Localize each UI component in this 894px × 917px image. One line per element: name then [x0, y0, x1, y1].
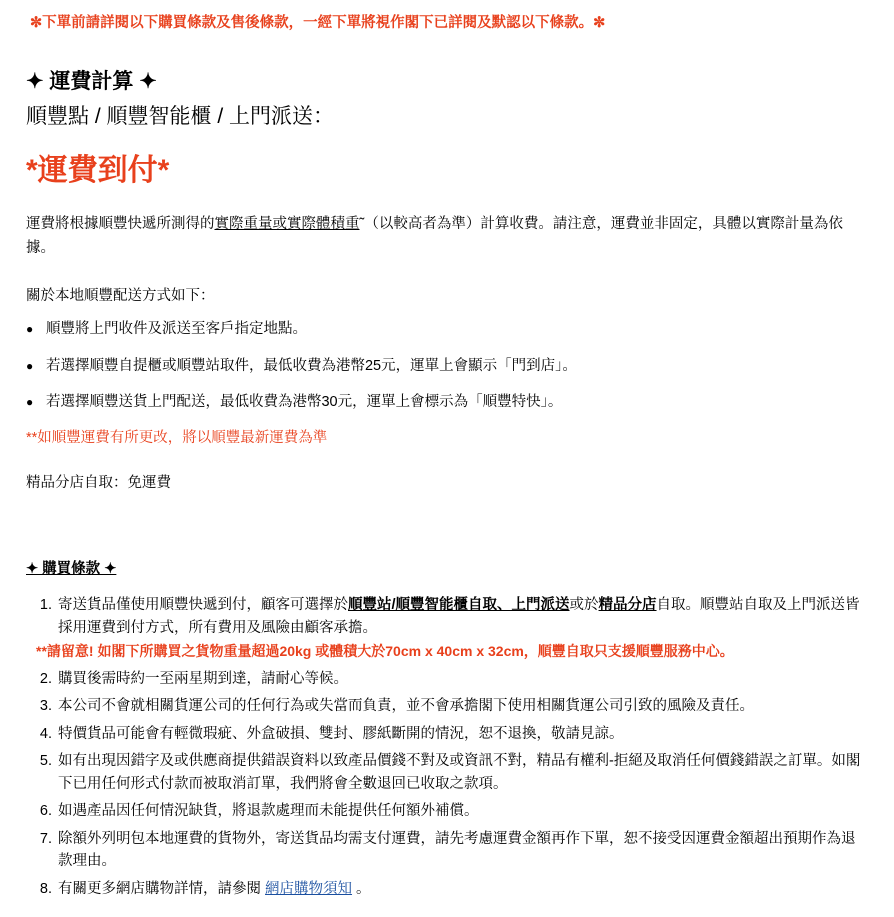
spacer [26, 267, 868, 279]
purchase-terms-heading: ✦ 購買條款 ✦ [26, 561, 117, 578]
store-pickup-line: 精品分店自取：免運費 [26, 475, 171, 492]
term-text-1c: 自取。順豐站自取及上門派送皆採用運費到付方式，所有費用及風險由顧客承擔。 [58, 597, 860, 636]
local-delivery-intro: 關於本地順豐配送方式如下： [26, 288, 215, 305]
spacer [26, 34, 868, 68]
list-item: 7. 除額外列明包本地運費的貨物外，寄送貨品均需支付運費，請先考慮運費金額再作下單，恕不接受因運費金額超出預期作為退款理由。 [56, 828, 868, 873]
list-item: 3. 本公司不會就相關貨運公司的任何行為或失當而負責，並不會承擔閣下使用相關貨運公司引致的風險及責任。 [56, 695, 868, 717]
term-text-1b: 或於 [569, 597, 599, 614]
shipping-fee-text-before: 運費將根據順豐快遞所測得的 [26, 216, 215, 233]
purchase-terms-list [26, 594, 868, 900]
shipping-fee-underlined-text: 實際重量或實際體積重 [214, 216, 360, 233]
list-item: ● 順豐將上門收件及派送至客戶指定地點。 [26, 318, 868, 341]
spacer [26, 131, 868, 153]
shipping-fee-paragraph [26, 213, 868, 261]
shipping-change-note: **如順豐運費有所更改，將以順豐最新運費為準 [26, 429, 328, 446]
list-item [36, 594, 868, 663]
shipping-methods-line: 順豐點 / 順豐智能櫃 / 上門派送： [26, 104, 335, 128]
freight-collect-heading: *運費到付* [26, 154, 170, 188]
term-text-8a: 有關更多網店購物詳情，請參閱 [58, 880, 266, 897]
delivery-bullet-list [26, 318, 868, 414]
list-item: 5. 如有出現因錯字及或供應商提供錯誤資料以致產品價錢不對及或資訊不對，精品有權利-拒絕及取消任何價錢錯誤之訂單。如閣下已用任何形式付款而被取消訂單，我們將會全數退回已收取之款項。 [56, 750, 868, 795]
terms-heading-wrap [26, 557, 868, 588]
list-item: 6. 如遇產品因任何情況缺貨，將退款處理而未能提供任何額外補償。 [56, 800, 868, 822]
shipping-fee-text-after: ˜（以較高者為準）計算收費。請注意，運費並非固定，具體以實際計量為依據。 [26, 216, 843, 257]
term-text-1a: 寄送貨品僅使用順豐快遞到付，顧客可選擇於 [58, 597, 348, 614]
list-item: 2. 購買後需時約一至兩星期到達，請耐心等候。 [56, 668, 868, 690]
list-item: ● 若選擇順豐送貨上門配送，最低收費為港幣30元，運單上會標示為「順豐特快」。 [26, 391, 868, 414]
list-item [56, 878, 868, 900]
shopping-guide-link[interactable]: 網店購物須知 [265, 880, 353, 897]
spacer [26, 195, 868, 213]
term-link-shunfeng-pickup: 順豐站/順豐智能櫃自取、上門派送 [348, 597, 570, 614]
list-item: ● 若選擇順豐自提櫃或順豐站取件，最低收費為港幣25元，運單上會顯示「門到店」。 [26, 355, 868, 378]
term-text-8b: 。 [352, 880, 371, 897]
top-notice: ✼下單前請詳閱以下購買條款及售後條款，一經下單將視作閣下已詳閱及默認以下條款。✼ [30, 15, 606, 31]
term-weight-warning: **請留意! 如閣下所購買之貨物重量超過20kg 或體積大於70cm x 40cm x 32cm，順豐自取只支援順豐服務中心。 [36, 643, 734, 660]
spacer [26, 450, 868, 472]
shipping-calculation-heading: ✦ 運費計算 ✦ [26, 69, 157, 93]
list-item: 4. 特價貨品可能會有輕微瑕疵、外盒破損、雙封、膠紙斷開的情況，恕不退換，敬請見諒。 [56, 723, 868, 745]
term-link-store-pickup: 精品分店 [598, 597, 657, 614]
spacer [26, 495, 868, 557]
